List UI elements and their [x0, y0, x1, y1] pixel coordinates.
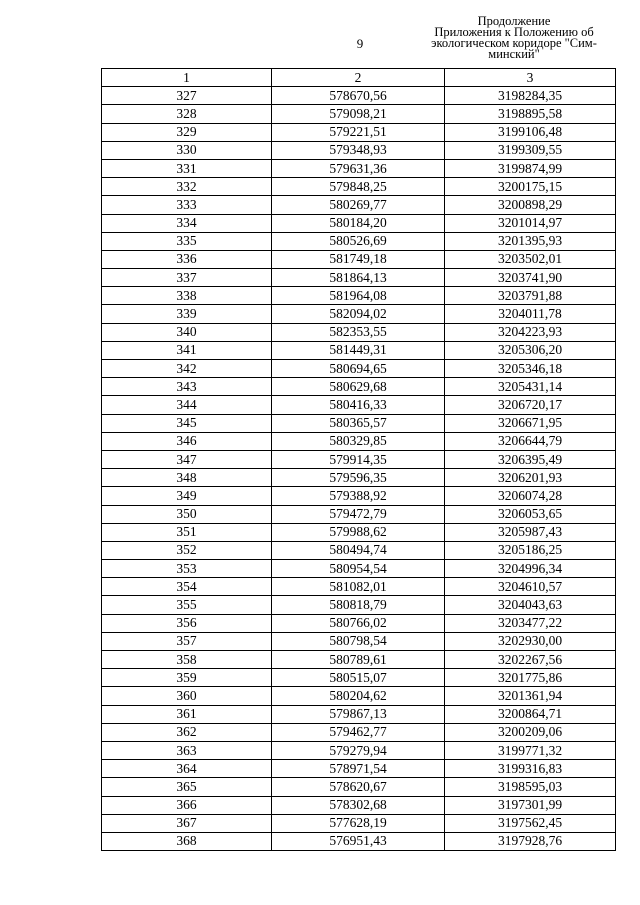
point-number-cell: 330 — [102, 141, 272, 159]
y-coordinate-cell: 3201014,97 — [445, 214, 616, 232]
point-number-cell: 359 — [102, 669, 272, 687]
point-number-cell: 333 — [102, 196, 272, 214]
table-row — [102, 541, 616, 559]
point-number-cell: 346 — [102, 432, 272, 450]
x-coordinate-cell: 579462,77 — [272, 723, 445, 741]
table-row — [102, 632, 616, 650]
point-number-cell: 340 — [102, 323, 272, 341]
x-coordinate-cell: 579098,21 — [272, 105, 445, 123]
x-coordinate-cell: 578302,68 — [272, 796, 445, 814]
table-row — [102, 578, 616, 596]
x-coordinate-cell: 579914,35 — [272, 450, 445, 468]
y-coordinate-cell: 3205186,25 — [445, 541, 616, 559]
x-coordinate-cell: 581864,13 — [272, 269, 445, 287]
y-coordinate-cell: 3200175,15 — [445, 178, 616, 196]
x-coordinate-cell: 581749,18 — [272, 250, 445, 268]
x-coordinate-cell: 580184,20 — [272, 214, 445, 232]
page-number: 9 — [356, 36, 364, 51]
point-number-cell: 364 — [102, 760, 272, 778]
point-number-cell: 356 — [102, 614, 272, 632]
table-row — [102, 814, 616, 832]
table-row — [102, 560, 616, 578]
point-number-cell: 360 — [102, 687, 272, 705]
x-coordinate-cell: 580694,65 — [272, 360, 445, 378]
x-coordinate-cell: 580789,61 — [272, 651, 445, 669]
point-number-cell: 329 — [102, 123, 272, 141]
y-coordinate-cell: 3198595,03 — [445, 778, 616, 796]
point-number-cell: 332 — [102, 178, 272, 196]
y-coordinate-cell: 3199316,83 — [445, 760, 616, 778]
y-coordinate-cell: 3203741,90 — [445, 269, 616, 287]
y-coordinate-cell: 3198284,35 — [445, 87, 616, 105]
column-header-y: 3 — [445, 69, 616, 87]
y-coordinate-cell: 3197562,45 — [445, 814, 616, 832]
x-coordinate-cell: 580515,07 — [272, 669, 445, 687]
y-coordinate-cell: 3198895,58 — [445, 105, 616, 123]
y-coordinate-cell: 3197301,99 — [445, 796, 616, 814]
table-row — [102, 269, 616, 287]
point-number-cell: 351 — [102, 523, 272, 541]
table-row — [102, 196, 616, 214]
x-coordinate-cell: 581449,31 — [272, 341, 445, 359]
x-coordinate-cell: 580629,68 — [272, 378, 445, 396]
x-coordinate-cell: 580766,02 — [272, 614, 445, 632]
point-number-cell: 350 — [102, 505, 272, 523]
x-coordinate-cell: 582353,55 — [272, 323, 445, 341]
table-row — [102, 414, 616, 432]
y-coordinate-cell: 3205346,18 — [445, 360, 616, 378]
point-number-cell: 345 — [102, 414, 272, 432]
y-coordinate-cell: 3199874,99 — [445, 159, 616, 177]
appendix-header-note — [418, 16, 610, 60]
table-row — [102, 432, 616, 450]
x-coordinate-cell: 579472,79 — [272, 505, 445, 523]
x-coordinate-cell: 579867,13 — [272, 705, 445, 723]
point-number-cell: 337 — [102, 269, 272, 287]
x-coordinate-cell: 579348,93 — [272, 141, 445, 159]
point-number-cell: 335 — [102, 232, 272, 250]
y-coordinate-cell: 3203791,88 — [445, 287, 616, 305]
x-coordinate-cell: 582094,02 — [272, 305, 445, 323]
table-row — [102, 778, 616, 796]
table-header-row — [102, 69, 616, 87]
table-row — [102, 123, 616, 141]
y-coordinate-cell: 3206053,65 — [445, 505, 616, 523]
x-coordinate-cell: 580204,62 — [272, 687, 445, 705]
x-coordinate-cell: 581964,08 — [272, 287, 445, 305]
table-row — [102, 141, 616, 159]
point-number-cell: 348 — [102, 469, 272, 487]
table-row — [102, 723, 616, 741]
point-number-cell: 362 — [102, 723, 272, 741]
y-coordinate-cell: 3203502,01 — [445, 250, 616, 268]
header-line: Продолжение — [477, 14, 551, 28]
table-row — [102, 396, 616, 414]
table-row — [102, 341, 616, 359]
y-coordinate-cell: 3202930,00 — [445, 632, 616, 650]
point-number-cell: 347 — [102, 450, 272, 468]
point-number-cell: 342 — [102, 360, 272, 378]
table-row — [102, 450, 616, 468]
y-coordinate-cell: 3199771,32 — [445, 741, 616, 759]
y-coordinate-cell: 3201361,94 — [445, 687, 616, 705]
point-number-cell: 368 — [102, 832, 272, 850]
table-row — [102, 469, 616, 487]
table-row — [102, 287, 616, 305]
point-number-cell: 357 — [102, 632, 272, 650]
point-number-cell: 339 — [102, 305, 272, 323]
y-coordinate-cell: 3197928,76 — [445, 832, 616, 850]
y-coordinate-cell: 3200209,06 — [445, 723, 616, 741]
table-row — [102, 159, 616, 177]
x-coordinate-cell: 577628,19 — [272, 814, 445, 832]
table-row — [102, 651, 616, 669]
point-number-cell: 352 — [102, 541, 272, 559]
header-line: Приложения к Положению об — [434, 25, 594, 39]
point-number-cell: 363 — [102, 741, 272, 759]
table-row — [102, 360, 616, 378]
y-coordinate-cell: 3205431,14 — [445, 378, 616, 396]
y-coordinate-cell: 3204011,78 — [445, 305, 616, 323]
y-coordinate-cell: 3206201,93 — [445, 469, 616, 487]
y-coordinate-cell: 3203477,22 — [445, 614, 616, 632]
x-coordinate-cell: 580494,74 — [272, 541, 445, 559]
point-number-cell: 327 — [102, 87, 272, 105]
x-coordinate-cell: 579221,51 — [272, 123, 445, 141]
table-row — [102, 323, 616, 341]
y-coordinate-cell: 3200898,29 — [445, 196, 616, 214]
table-row — [102, 596, 616, 614]
x-coordinate-cell: 578971,54 — [272, 760, 445, 778]
table-row — [102, 87, 616, 105]
y-coordinate-cell: 3206644,79 — [445, 432, 616, 450]
y-coordinate-cell: 3205306,20 — [445, 341, 616, 359]
x-coordinate-cell: 580954,54 — [272, 560, 445, 578]
y-coordinate-cell: 3206074,28 — [445, 487, 616, 505]
table-row — [102, 760, 616, 778]
table-row — [102, 250, 616, 268]
x-coordinate-cell: 579631,36 — [272, 159, 445, 177]
y-coordinate-cell: 3201775,86 — [445, 669, 616, 687]
point-number-cell: 344 — [102, 396, 272, 414]
x-coordinate-cell: 579848,25 — [272, 178, 445, 196]
table-body — [102, 87, 616, 851]
x-coordinate-cell: 576951,43 — [272, 832, 445, 850]
point-number-cell: 328 — [102, 105, 272, 123]
table-row — [102, 232, 616, 250]
x-coordinate-cell: 579988,62 — [272, 523, 445, 541]
table-row — [102, 741, 616, 759]
x-coordinate-cell: 580365,57 — [272, 414, 445, 432]
table-row — [102, 214, 616, 232]
point-number-cell: 366 — [102, 796, 272, 814]
x-coordinate-cell: 579388,92 — [272, 487, 445, 505]
y-coordinate-cell: 3206395,49 — [445, 450, 616, 468]
point-number-cell: 353 — [102, 560, 272, 578]
x-coordinate-cell: 578670,56 — [272, 87, 445, 105]
y-coordinate-cell: 3204610,57 — [445, 578, 616, 596]
x-coordinate-cell: 580269,77 — [272, 196, 445, 214]
x-coordinate-cell: 580329,85 — [272, 432, 445, 450]
table-row — [102, 523, 616, 541]
point-number-cell: 365 — [102, 778, 272, 796]
point-number-cell: 341 — [102, 341, 272, 359]
point-number-cell: 354 — [102, 578, 272, 596]
y-coordinate-cell: 3202267,56 — [445, 651, 616, 669]
table-row — [102, 505, 616, 523]
y-coordinate-cell: 3204223,93 — [445, 323, 616, 341]
y-coordinate-cell: 3204043,63 — [445, 596, 616, 614]
y-coordinate-cell: 3204996,34 — [445, 560, 616, 578]
y-coordinate-cell: 3205987,43 — [445, 523, 616, 541]
table-row — [102, 796, 616, 814]
point-number-cell: 361 — [102, 705, 272, 723]
y-coordinate-cell: 3199309,55 — [445, 141, 616, 159]
table-row — [102, 705, 616, 723]
column-header-point: 1 — [102, 69, 272, 87]
column-header-x: 2 — [272, 69, 445, 87]
table-row — [102, 614, 616, 632]
point-number-cell: 355 — [102, 596, 272, 614]
point-number-cell: 338 — [102, 287, 272, 305]
header-line: экологическом коридоре "Сим- — [431, 36, 597, 50]
x-coordinate-cell: 581082,01 — [272, 578, 445, 596]
point-number-cell: 334 — [102, 214, 272, 232]
y-coordinate-cell: 3206671,95 — [445, 414, 616, 432]
table-row — [102, 832, 616, 850]
x-coordinate-cell: 580526,69 — [272, 232, 445, 250]
table-row — [102, 378, 616, 396]
table-row — [102, 669, 616, 687]
coordinates-table — [101, 68, 616, 851]
x-coordinate-cell: 579279,94 — [272, 741, 445, 759]
header-line: минский" — [488, 47, 540, 61]
point-number-cell: 343 — [102, 378, 272, 396]
point-number-cell: 349 — [102, 487, 272, 505]
table-row — [102, 178, 616, 196]
table-row — [102, 687, 616, 705]
point-number-cell: 367 — [102, 814, 272, 832]
y-coordinate-cell: 3199106,48 — [445, 123, 616, 141]
x-coordinate-cell: 579596,35 — [272, 469, 445, 487]
y-coordinate-cell: 3200864,71 — [445, 705, 616, 723]
table-row — [102, 487, 616, 505]
x-coordinate-cell: 580798,54 — [272, 632, 445, 650]
point-number-cell: 358 — [102, 651, 272, 669]
x-coordinate-cell: 580416,33 — [272, 396, 445, 414]
y-coordinate-cell: 3206720,17 — [445, 396, 616, 414]
point-number-cell: 331 — [102, 159, 272, 177]
x-coordinate-cell: 578620,67 — [272, 778, 445, 796]
y-coordinate-cell: 3201395,93 — [445, 232, 616, 250]
point-number-cell: 336 — [102, 250, 272, 268]
table-row — [102, 305, 616, 323]
table-row — [102, 105, 616, 123]
x-coordinate-cell: 580818,79 — [272, 596, 445, 614]
